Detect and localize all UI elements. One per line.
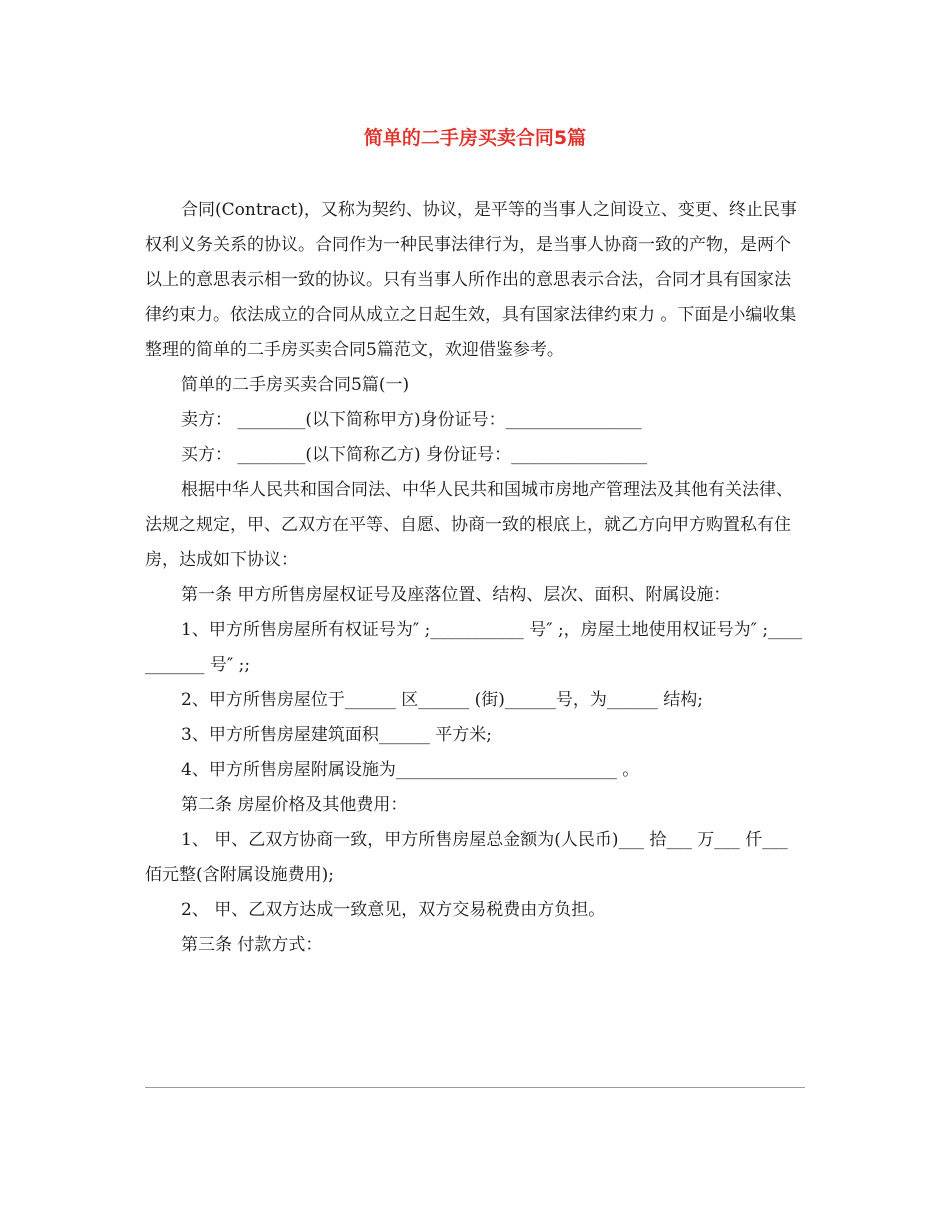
- footer-divider: [145, 1087, 805, 1088]
- paragraph-article-1: 第一条 甲方所售房屋权证号及座落位置、结构、层次、面积、附属设施：: [181, 585, 731, 605]
- document-title: 简单的二手房买卖合同5篇: [363, 127, 587, 149]
- paragraph-seller: 卖方： ________(以下简称甲方)身份证号：________________: [181, 410, 642, 430]
- paragraph-article-1-item-2: 2、甲方所售房屋位于______ 区______ (街)______号，为______ 结构;: [181, 690, 704, 710]
- paragraph-article-2-item-2: 2、 甲、乙双方达成一致意见，双方交易税费由方负担。: [181, 900, 606, 920]
- paragraph-buyer: 买方： ________(以下简称乙方) 身份证号：________________: [181, 445, 648, 465]
- paragraph-article-1-item-1: 1、甲方所售房屋所有权证号为″ ;___________ 号″ ;，房屋土地使用权证号为″ ;___________ 号″ ;;: [145, 620, 803, 675]
- paragraph-article-3: 第三条 付款方式：: [181, 935, 323, 955]
- paragraph-article-1-item-3: 3、甲方所售房屋建筑面积______ 平方米;: [181, 725, 492, 745]
- paragraph-legal-basis: 根据中华人民共和国合同法、中华人民共和国城市房地产管理法及其他有关法律、法规之规定，甲、乙双方在平等、自愿、协商一致的根底上，就乙方向甲方购置私有住房，达成如下协议：: [145, 480, 793, 570]
- paragraph-article-2-item-1: 1、 甲、乙双方协商一致，甲方所售房屋总金额为(人民币)___ 拾___ 万___ 仟___ 佰元整(含附属设施费用);: [145, 830, 794, 885]
- paragraph-contract-heading: 简单的二手房买卖合同5篇(一): [181, 375, 410, 395]
- paragraph-intro: 合同(Contract)，又称为契约、协议，是平等的当事人之间设立、变更、终止民事权利义务关系的协议。合同作为一种民事法律行为，是当事人协商一致的产物，是两个以上的意思表示相一致的协议。只有当事人所作出的意思表示合法，合同才具有国家法律约束力。依法成立的合同从成立之日起生效，具有国家法律约束力 。下面是小编收集整理的简单的二手房买卖合同5篇范文，欢迎借鉴参考。: [145, 200, 797, 360]
- document-body: [145, 193, 807, 963]
- paragraph-article-1-item-4: 4、甲方所售房屋附属设施为__________________________ 。: [181, 760, 640, 780]
- paragraph-article-2: 第二条 房屋价格及其他费用：: [181, 795, 408, 815]
